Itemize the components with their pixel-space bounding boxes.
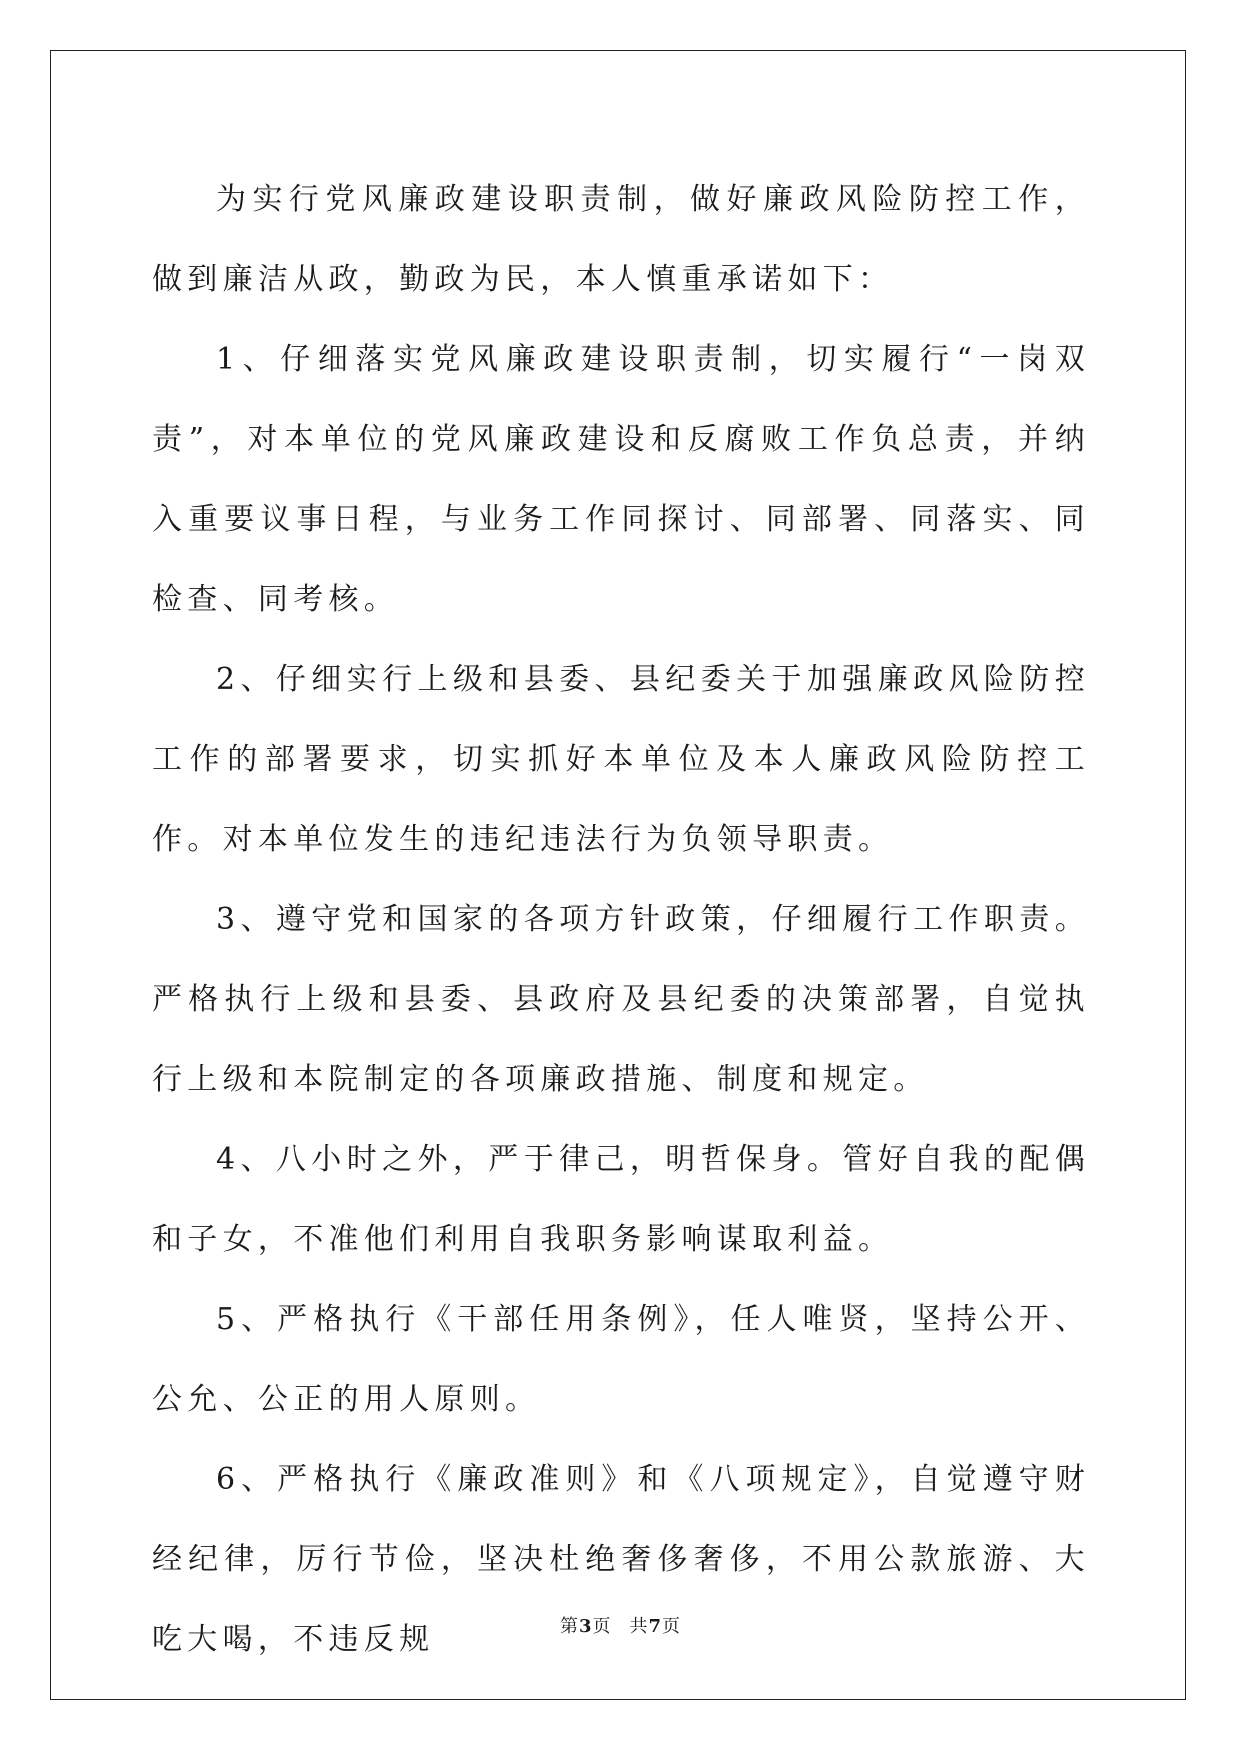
paragraph-item-5: 5、严格执行《干部任用条例》，任人唯贤，坚持公开、公允、公正的用人原则。 [152,1302,1090,1417]
document-body [152,160,1090,1680]
total-unit: 页 [662,1616,682,1637]
paragraph-item-4: 4、八小时之外，严于律己，明哲保身。管好自我的配偶和子女，不准他们利用自我职务影响谋取利益。 [152,1142,1090,1257]
total-prefix: 共 [629,1616,649,1637]
paragraph-intro: 为实行党风廉政建设职责制，做好廉政风险防控工作，做到廉洁从政，勤政为民，本人慎重承诺如下： [152,182,1090,297]
total-pages: 7 [648,1616,663,1637]
paragraph-item-1: 1、仔细落实党风廉政建设职责制，切实履行“一岗双责”，对本单位的党风廉政建设和反腐败工作负总责，并纳入重要议事日程，与业务工作同探讨、同部署、同落实、同检查、同考核。 [152,342,1090,617]
paragraph-item-3: 3、遵守党和国家的各项方针政策，仔细履行工作职责。严格执行上级和县委、县政府及县纪委的决策部署，自觉执行上级和本院制定的各项廉政措施、制度和规定。 [152,902,1090,1097]
page-prefix: 第 [559,1616,579,1637]
page-unit: 页 [592,1616,612,1637]
paragraph-item-2: 2、仔细实行上级和县委、县纪委关于加强廉政风险防控工作的部署要求，切实抓好本单位及本人廉政风险防控工作。对本单位发生的违纪违法行为负领导职责。 [152,662,1090,857]
page-number: 3 [578,1616,593,1637]
page-footer [0,1612,1241,1638]
paragraph-item-6: 6、严格执行《廉政准则》和《八项规定》，自觉遵守财经纪律，厉行节俭，坚决杜绝奢侈奢侈，不用公款旅游、大吃大喝，不违反规 [152,1462,1090,1657]
